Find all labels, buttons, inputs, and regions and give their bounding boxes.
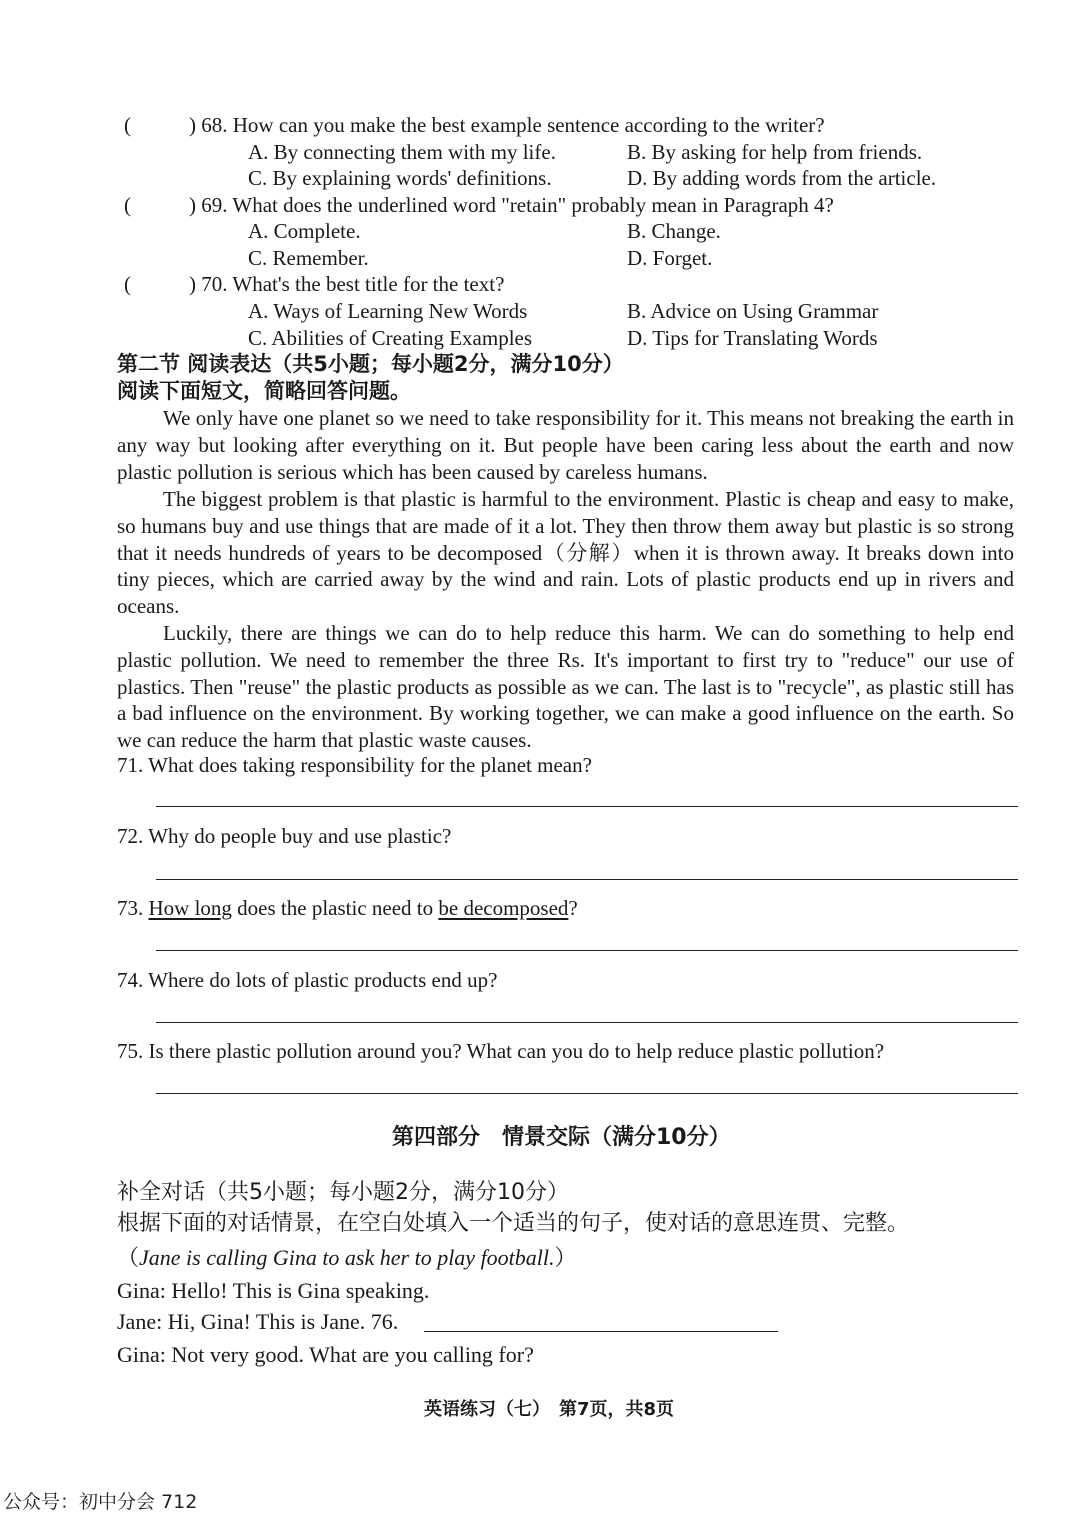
answer-line-74[interactable] (156, 1022, 1018, 1023)
answer-line-71[interactable] (156, 806, 1018, 807)
option-69-d: D. Forget. (627, 246, 713, 270)
section-title: 第二节 阅读表达（共5小题；每小题2分，满分10分） (117, 352, 624, 376)
dialog-line-2: Jane: Hi, Gina! This is Jane. 76. (117, 1309, 399, 1334)
answer-line-73[interactable] (156, 950, 1018, 951)
answer-line-76[interactable] (424, 1331, 778, 1332)
passage-paragraph-3: Luckily, there are things we can do to help reduce this harm. We can do something to help end plastic pollution. We need to remember the three Rs. It's important to first try to "reduce" our use of plastics. Then "reuse" the plastic products as possible as we can. The last is to "recycle", as plastic still has a bad influence on the environment. By working together, we can make a good influence on the earth. So we can reduce the harm that plastic waste causes. (117, 621, 1014, 753)
question-72: 72. Why do people buy and use plastic? (117, 824, 452, 848)
option-68-b: B. By asking for help from friends. (627, 140, 923, 164)
part-four-title: 第四部分 情景交际（满分10分） (392, 1125, 731, 1150)
question-75: 75. Is there plastic pollution around you? What can you do to help reduce plastic pollution? (117, 1039, 885, 1063)
question-71: 71. What does taking responsibility for the planet mean? (117, 753, 592, 777)
page-footer: 英语练习（七） 第7页，共8页 (424, 1399, 675, 1420)
option-69-b: B. Change. (627, 219, 721, 243)
option-68-c: C. By explaining words' definitions. (248, 166, 552, 190)
option-68-d: D. By adding words from the article. (627, 166, 937, 190)
option-68-a: A. By connecting them with my life. (248, 140, 556, 164)
question-73: 73. How long does the plastic need to be decomposed? (117, 896, 578, 920)
answer-line-72[interactable] (156, 879, 1018, 880)
watermark: 公众号：初中分会 712 (3, 1491, 198, 1513)
option-70-d: D. Tips for Translating Words (627, 326, 878, 350)
passage-paragraph-1: We only have one planet so we need to take responsibility for it. This means not breaking the earth in any way but looking after everything on it. But people have been caring less about the earth and now plastic pollution is serious which has been caused by careless humans. (117, 406, 1014, 484)
section-instruction: 阅读下面短文，简略回答问题。 (117, 379, 411, 403)
passage-paragraph-2: The biggest problem is that plastic is harmful to the environment. Plastic is cheap and easy to make, so humans buy and use things that are made of it a lot. They then throw them away but plastic is so strong that it needs hundreds of years to be decomposed（分解）when it is thrown away. It breaks down into tiny pieces, which are carried away by the wind and rain. Lots of plastic products end up in rivers and oceans. (117, 487, 1014, 619)
part-four-subtitle: 补全对话（共5小题；每小题2分，满分10分） (117, 1180, 569, 1205)
option-70-c: C. Abilities of Creating Examples (248, 326, 533, 350)
dialog-line-3: Gina: Not very good. What are you calling for? (117, 1342, 534, 1367)
answer-line-75[interactable] (156, 1093, 1018, 1094)
dialog-line-1: Gina: Hello! This is Gina speaking. (117, 1278, 430, 1303)
dialog-scenario: （Jane is calling Gina to ask her to play football.） (117, 1245, 577, 1270)
mc-question-69: ( ) 69. What does the underlined word "retain" probably mean in Paragraph 4? (124, 193, 834, 217)
question-74: 74. Where do lots of plastic products end up? (117, 968, 498, 992)
part-four-instruction: 根据下面的对话情景，在空白处填入一个适当的句子，使对话的意思连贯、完整。 (117, 1211, 910, 1236)
option-70-b: B. Advice on Using Grammar (627, 299, 879, 323)
mc-question-70: ( ) 70. What's the best title for the text? (124, 272, 505, 296)
mc-question-68: ( ) 68. How can you make the best example sentence according to the writer? (124, 113, 825, 137)
option-69-c: C. Remember. (248, 246, 369, 270)
option-70-a: A. Ways of Learning New Words (248, 299, 528, 323)
option-69-a: A. Complete. (248, 219, 361, 243)
